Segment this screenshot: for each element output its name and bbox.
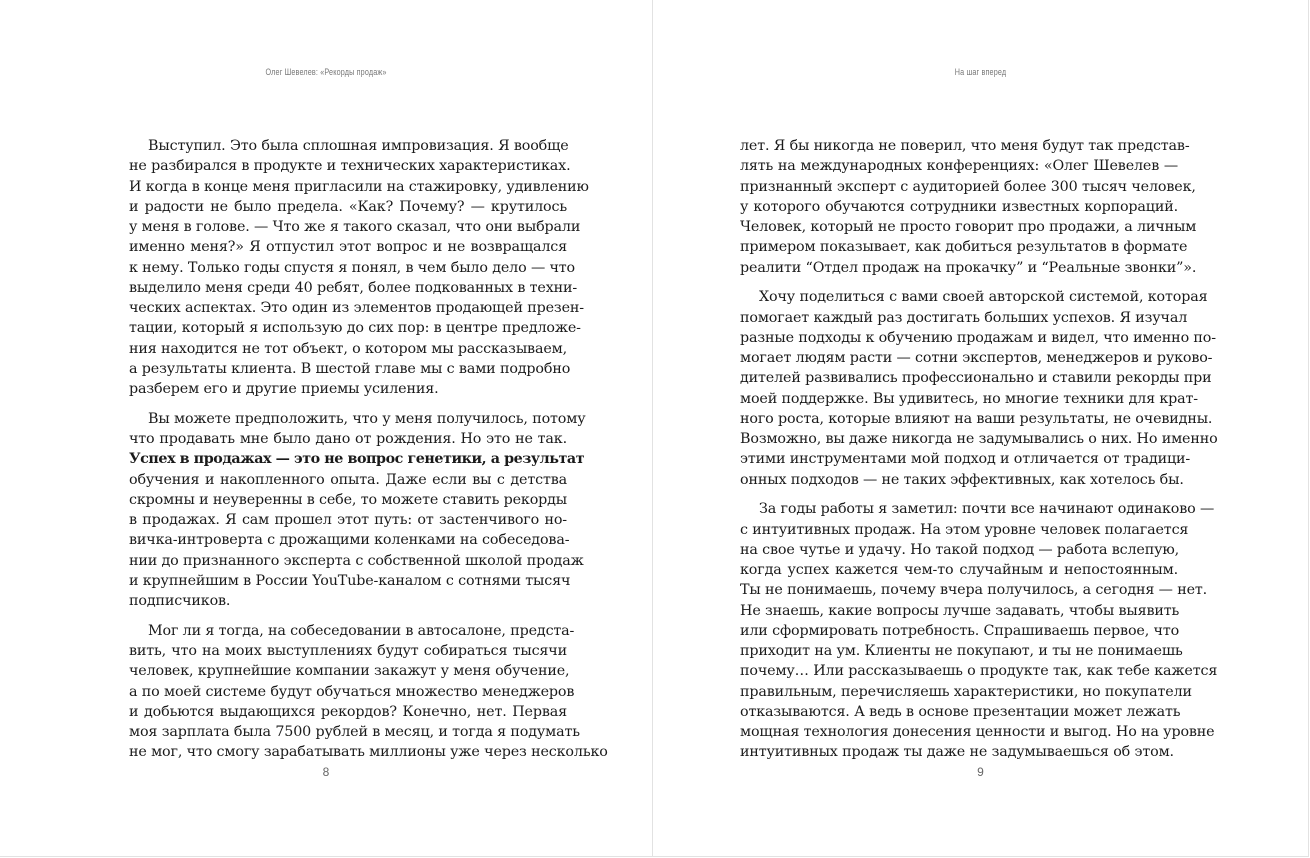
text-line: вить, что на моих выступлениях будут собираться тысячи — [129, 643, 567, 659]
text-line: разберем его и другие приемы усиления. — [129, 381, 439, 397]
text-line: Возможно, вы даже никогда не задумывались о них. Но именно — [740, 431, 1218, 447]
text-line: Успех в продажах — это не вопрос генетики, а результат — [129, 451, 585, 468]
text-line: И когда в конце меня пригласили на стажировку, удивлению — [129, 178, 589, 195]
running-header: Олег Шевелев: «Рекорды продаж» — [265, 67, 387, 77]
text-line: признанный эксперт с аудиторией более 300 тысяч человек, — [740, 178, 1196, 195]
right-page — [653, 0, 1309, 857]
page-number: 9 — [977, 765, 984, 779]
text-line: Человек, который не просто говорит про продажи, а личным — [740, 219, 1197, 235]
text-line: Ты не понимаешь, почему вчера получилось, а сегодня — нет. — [740, 582, 1208, 599]
text-line: лять на международных конференциях: «Олег Шевелев — — [740, 158, 1178, 175]
text-line: не разбирался в продукте и технических характеристиках. — [129, 158, 571, 175]
text-line: человек, крупнейшие компании закажут у меня обучение, — [129, 663, 570, 680]
text-line: тации, который я использую до сих пор: в центре предложе- — [129, 320, 581, 337]
text-line: у меня в голове. — Что же я такого сказал, что они выбрали — [129, 219, 581, 235]
text-line: когда успех кажется чем-то случайным и непостоянным. — [740, 562, 1178, 578]
text-line: приходит на ум. Клиенты не покупают, и ты не понимаешь — [740, 643, 1183, 659]
text-line: правильным, перечисляешь характеристики, но покупатели — [740, 683, 1192, 700]
text-line: что продавать мне было дано от рождения. Но это не так. — [129, 431, 567, 447]
paragraph — [740, 287, 1218, 490]
text-line: Выступил. Это была сплошная импровизация. Я вообще — [148, 138, 569, 154]
running-header: На шаг вперед — [954, 67, 1007, 77]
text-line: скромны и неуверенны в себе, то можете ставить рекорды — [129, 491, 568, 508]
page-number: 8 — [322, 765, 330, 779]
text-line: лет. Я бы никогда не поверил, что меня будут так представ- — [740, 138, 1190, 154]
text-line: а результаты клиента. В шестой главе мы с вами подробно — [129, 360, 571, 377]
text-line: с интуитивных продаж. На этом уровне человек полагается — [740, 521, 1189, 538]
text-line: к нему. Только годы спустя я понял, в чем было дело — что — [129, 259, 576, 276]
text-line: и добьются выдающихся рекордов? Конечно, нет. Первая — [129, 703, 567, 720]
text-line: реалити “Отдел продаж на прокачку” и “Реальные звонки”». — [740, 259, 1197, 276]
text-line: нии до признанного эксперта с собственной школой продаж — [129, 552, 584, 569]
text-line: примером показывает, как добиться результатов в формате — [740, 239, 1188, 256]
paragraph — [740, 136, 1197, 278]
paragraph — [129, 409, 586, 612]
text-line: этими инструментами мой подход и отличается от традици- — [740, 451, 1191, 468]
text-line: обучения и накопленного опыта. Даже если вы с детства — [129, 471, 567, 488]
text-line: помогает каждый раз достигать больших успехов. Я изучал — [740, 309, 1188, 326]
text-line: вичка-интроверта с дрожащими коленками на собеседова- — [129, 532, 570, 549]
text-line: у которого обучаются сотрудники известных корпораций. — [740, 198, 1178, 215]
paragraph — [740, 499, 1218, 762]
text-line: ного роста, которые влияют на ваши результаты, не очевидны. — [740, 410, 1213, 427]
page-body — [129, 136, 608, 772]
text-line: именно меня?» Я отпустил этот вопрос и не возвращался — [129, 239, 567, 256]
paragraph — [129, 621, 608, 763]
text-line: моя зарплата была 7500 рублей в месяц, и тогда я подумать — [129, 724, 580, 740]
text-line: в продажах. Я сам прошел этот путь: от застенчивого но- — [129, 512, 567, 528]
text-line: а по моей системе будут обучаться множество менеджеров — [129, 683, 575, 700]
text-line: моей поддержке. Вы удивитесь, но многие техники для крат- — [740, 390, 1198, 407]
text-line: почему… Или рассказываешь о продукте так, как тебе кажется — [740, 663, 1218, 680]
text-line: онных подходов — не таких эффективных, как хотелось бы. — [740, 471, 1184, 488]
left-page — [0, 0, 653, 857]
text-line: подписчиков. — [129, 593, 231, 609]
text-line: дителей развивались профессионально и ставили рекорды при — [740, 370, 1212, 387]
text-line: и крупнейшим в России YouTube-каналом с сотнями тысяч — [129, 572, 571, 589]
text-line: Не знаешь, какие вопросы лучше задавать, чтобы выявить — [740, 602, 1180, 619]
text-line: отказываются. А ведь в основе презентации может лежать — [740, 703, 1181, 720]
text-line: не мог, что смогу зарабатывать миллионы уже через несколько — [129, 744, 608, 761]
text-line: могает людям расти — сотни экспертов, менеджеров и руково- — [740, 350, 1213, 366]
text-line: За годы работы я заметил: почти все начинают одинаково — — [759, 501, 1215, 518]
text-line: и радости не было предела. «Как? Почему? — крутилось — [129, 198, 567, 215]
text-line: ческих аспектах. Это один из элементов продающей презен- — [129, 300, 584, 316]
text-line: на свое чутье и удачу. Но такой подход — работа вслепую, — [740, 541, 1180, 558]
text-line: выделило меня среди 40 ребят, более подкованных в техни- — [129, 279, 578, 296]
text-line: Вы можете предположить, что у меня получилось, потому — [148, 410, 586, 427]
paragraph — [129, 136, 589, 399]
text-line: или сформировать потребность. Спрашиваешь первое, что — [740, 622, 1180, 639]
text-line: ния находится не тот объект, о котором мы рассказываем, — [129, 340, 567, 357]
text-line: Мог ли я тогда, на собеседовании в автосалоне, предста- — [148, 622, 575, 639]
text-line: интуитивных продаж ты даже не задумываешься об этом. — [740, 744, 1174, 761]
page-body — [740, 136, 1218, 772]
text-line: Хочу поделиться с вами своей авторской системой, которая — [759, 289, 1208, 306]
text-line: разные подходы к обучению продажам и видел, что именно по- — [740, 329, 1216, 346]
text-line: мощная технология донесения ценности и выгод. Но на уровне — [740, 724, 1215, 740]
